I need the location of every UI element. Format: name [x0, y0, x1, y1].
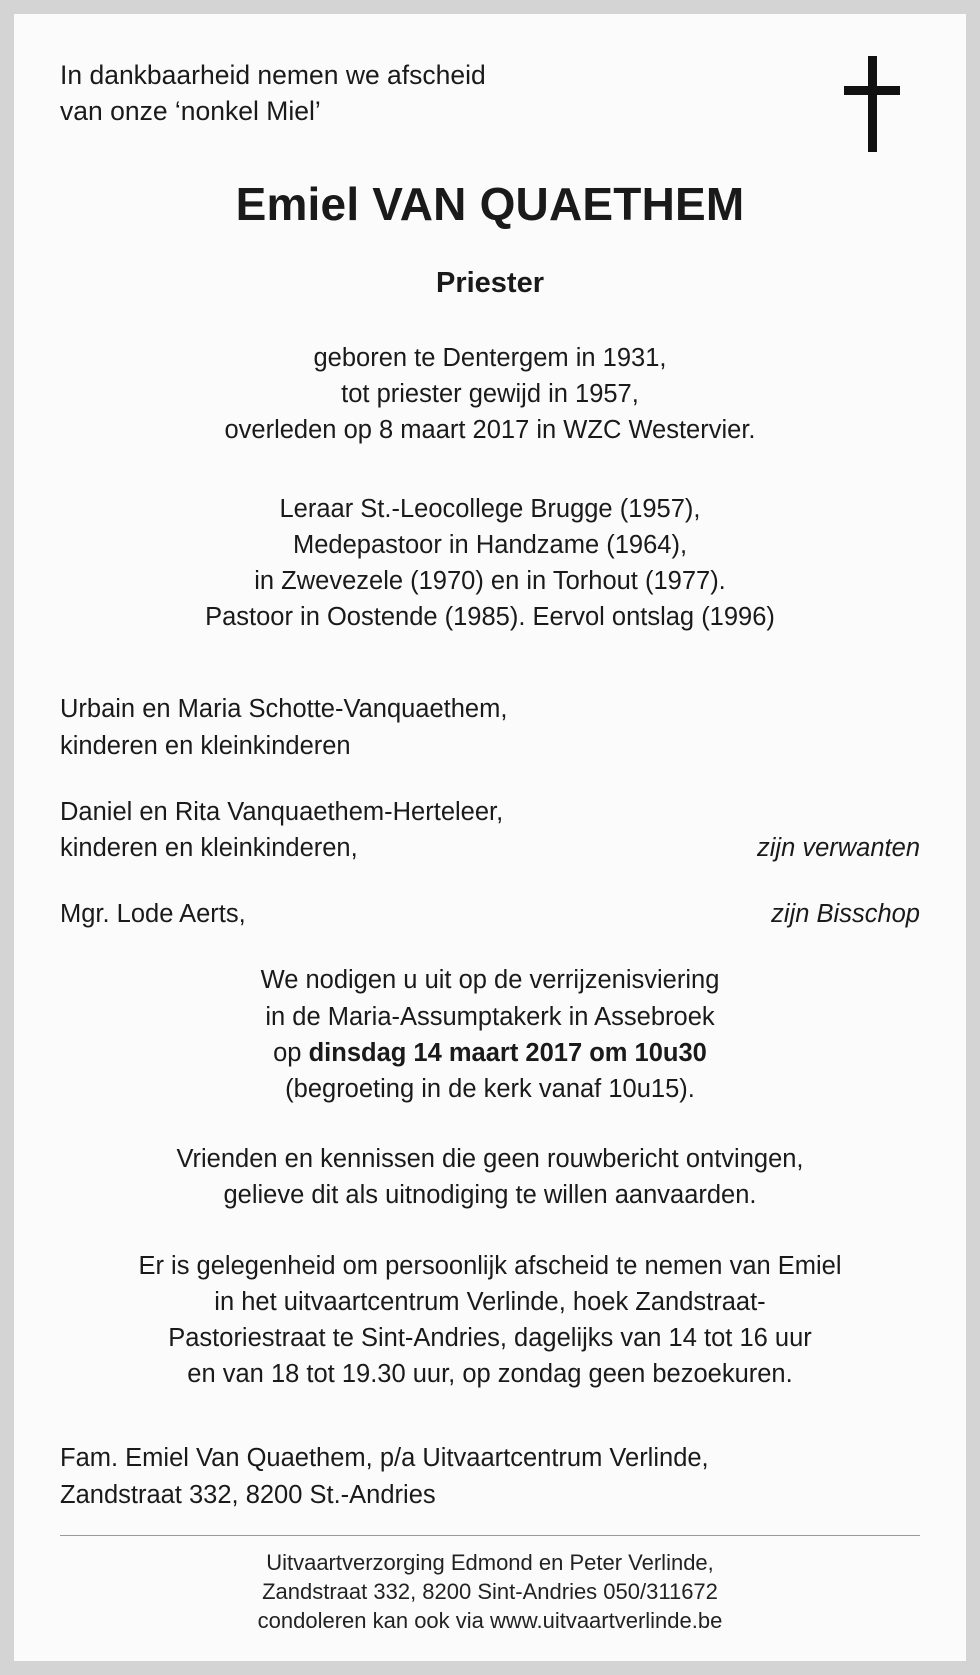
- memorial-card-inner: [14, 14, 966, 1661]
- family-relation: zijn Bisschop: [771, 900, 920, 929]
- friends-line-1: Vrienden en kennissen die geen rouwbericht ontvingen,: [176, 1145, 804, 1174]
- footer-line-2: Zandstraat 332, 8200 Sint-Andries 050/311672: [262, 1578, 718, 1604]
- bio-line-1: geboren te Dentergem in 1931,: [313, 344, 667, 372]
- visiting-line-4: en van 18 tot 19.30 uur, op zondag geen bezoekuren.: [187, 1360, 793, 1389]
- friends-note: [60, 1141, 920, 1213]
- cross-vertical-bar: [868, 56, 877, 152]
- bio-line-2: tot priester gewijd in 1957,: [341, 380, 639, 409]
- cross-icon: [844, 56, 900, 152]
- career-line-4: Pastoor in Oostende (1985). Eervol ontslag (1996): [205, 603, 775, 632]
- family-group: [60, 794, 920, 866]
- career-line-2: Medepastoor in Handzame (1964),: [292, 530, 688, 559]
- family-row: [60, 830, 920, 866]
- intro-line-1: In dankbaarheid nemen we afscheid: [60, 60, 486, 90]
- visiting-line-2: in het uitvaartcentrum Verlinde, hoek Zandstraat-: [214, 1287, 766, 1316]
- visiting-line-1: Er is gelegenheid om persoonlijk afscheid te nemen van Emiel: [138, 1251, 842, 1280]
- family-line: Urbain en Maria Schotte-Vanquaethem,: [60, 695, 508, 724]
- invitation-line-2: in de Maria-Assumptakerk in Assebroek: [265, 1002, 715, 1031]
- family-row: [60, 896, 920, 932]
- address-line-2: Zandstraat 332, 8200 St.-Andries: [60, 1480, 436, 1509]
- deceased-name: Emiel VAN QUAETHEM: [235, 178, 745, 230]
- career-line-3: in Zwevezele (1970) en in Torhout (1977).: [254, 567, 726, 596]
- family-block: [60, 691, 920, 932]
- family-group: [60, 691, 920, 763]
- invitation-prefix: op: [273, 1038, 309, 1067]
- biography-block: [60, 340, 920, 449]
- family-line: Daniel en Rita Vanquaethem-Herteleer,: [60, 797, 504, 826]
- visiting-line-3: Pastoriestraat te Sint-Andries, dagelijks van 14 tot 16 uur: [168, 1324, 812, 1353]
- address-line-1: Fam. Emiel Van Quaethem, p/a Uitvaartcentrum Verlinde,: [60, 1444, 709, 1473]
- family-row: [60, 728, 920, 764]
- career-line-1: Leraar St.-Leocollege Brugge (1957),: [279, 494, 701, 523]
- deceased-role: Priester: [435, 267, 544, 299]
- invitation-line-1: We nodigen u uit op de verrijzenisviering: [260, 966, 720, 995]
- footer-line-3: condoleren kan ook via www.uitvaartverlinde.be: [257, 1607, 723, 1633]
- friends-line-2: gelieve dit als uitnodiging te willen aanvaarden.: [223, 1181, 757, 1210]
- intro-line-2: van onze ‘nonkel Miel’: [60, 95, 321, 126]
- invitation-block: [60, 962, 920, 1107]
- invitation-line-3: [60, 1035, 920, 1071]
- cross-horizontal-bar: [844, 86, 900, 95]
- family-line: kinderen en kleinkinderen: [60, 731, 351, 760]
- visiting-hours-note: [60, 1248, 920, 1393]
- funeral-home-footer: [60, 1548, 920, 1635]
- footer-line-1: Uitvaartverzorging Edmond en Peter Verlinde,: [266, 1549, 714, 1575]
- footer-divider: [60, 1535, 920, 1536]
- career-block: [60, 491, 920, 636]
- family-line: kinderen en kleinkinderen,: [60, 834, 358, 863]
- invitation-line-4: (begroeting in de kerk vanaf 10u15).: [285, 1075, 695, 1104]
- intro-text: [60, 52, 920, 129]
- family-relation: zijn verwanten: [757, 834, 920, 863]
- bio-line-3: overleden op 8 maart 2017 in WZC Westervier.: [224, 416, 756, 445]
- correspondence-address: [60, 1440, 920, 1512]
- family-line: Mgr. Lode Aerts,: [60, 900, 246, 929]
- invitation-datetime: dinsdag 14 maart 2017 om 10u30: [308, 1038, 707, 1067]
- family-group: [60, 896, 920, 932]
